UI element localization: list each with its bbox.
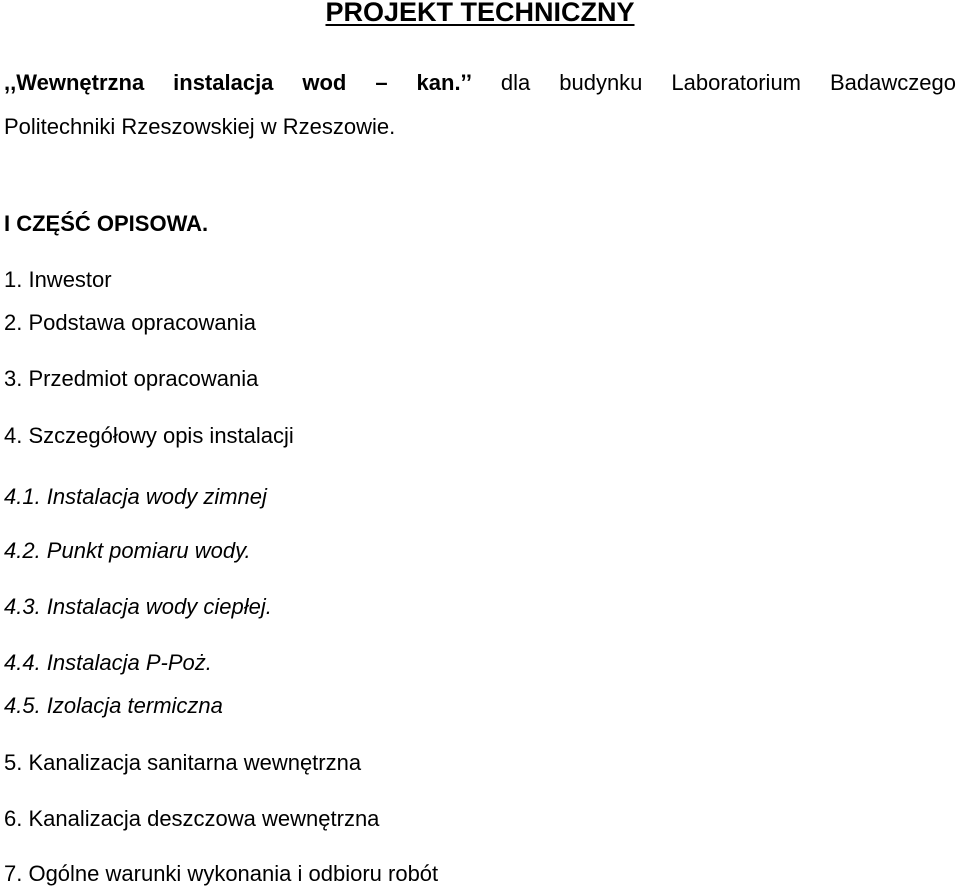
intro-word: instalacja — [173, 70, 274, 95]
toc-item-4-4: 4.4. Instalacja P-Poż. — [4, 650, 212, 675]
document-title — [0, 0, 960, 28]
toc-item-4: 4. Szczegółowy opis instalacji — [4, 423, 294, 448]
intro-word: Laboratorium — [671, 70, 802, 95]
intro-word: wod — [302, 70, 347, 95]
intro-word: ,,Wewnętrzna — [4, 70, 145, 95]
toc-item-4-2: 4.2. Punkt pomiaru wody. — [4, 538, 251, 563]
toc-item-3: 3. Przedmiot opracowania — [4, 366, 259, 391]
intro-word: dla — [500, 70, 531, 95]
intro-line-1 — [4, 70, 956, 96]
toc-item-4-1: 4.1. Instalacja wody zimnej — [4, 484, 267, 509]
intro-line-2: Politechniki Rzeszowskiej w Rzeszowie. — [4, 114, 396, 139]
toc-item-4-5: 4.5. Izolacja termiczna — [4, 693, 223, 718]
toc-item-6: 6. Kanalizacja deszczowa wewnętrzna — [4, 806, 380, 831]
toc-item-4-3: 4.3. Instalacja wody ciepłej. — [4, 594, 272, 619]
document-title-text: PROJEKT TECHNICZNY — [325, 0, 635, 27]
intro-word: – — [375, 70, 388, 95]
toc-item-5: 5. Kanalizacja sanitarna wewnętrzna — [4, 750, 362, 775]
intro-word: budynku — [559, 70, 643, 95]
section-heading: I CZĘŚĆ OPISOWA. — [4, 211, 209, 236]
toc-item-7: 7. Ogólne warunki wykonania i odbioru robót — [4, 861, 439, 886]
intro-word: Badawczego — [829, 70, 956, 95]
toc-item-1: 1. Inwestor — [4, 267, 112, 292]
toc-item-2: 2. Podstawa opracowania — [4, 310, 256, 335]
intro-word: kan.’’ — [416, 70, 472, 95]
